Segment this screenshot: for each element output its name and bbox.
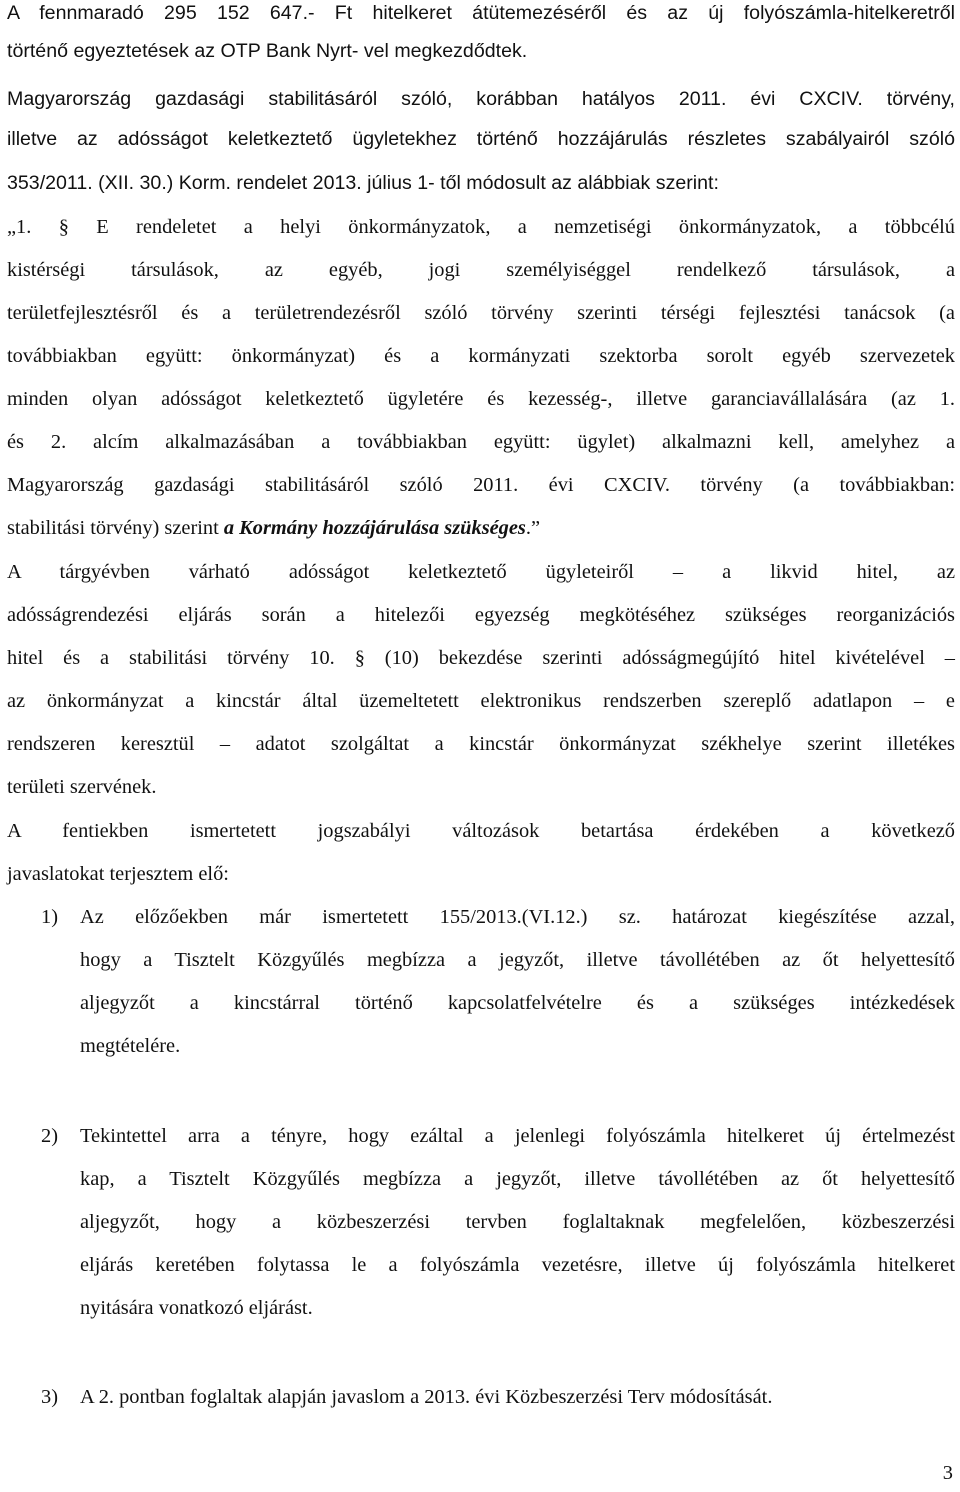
paragraph-line: A fentiekben ismertetett jogszabályi változások betartása érdekében a következő xyxy=(7,820,955,842)
paragraph-line: A tárgyévben várható adósságot keletkeztető ügyleteiről – a likvid hitel, az xyxy=(7,561,955,583)
quote-last-prefix: stabilitási törvény) szerint xyxy=(7,517,224,539)
quote-line: továbbiakban együtt: önkormányzat) és a kormányzati szektorba sorolt egyéb szervezetek xyxy=(7,345,955,367)
proposal-line: aljegyzőt a kincstárral történő kapcsolatfelvételre és a szükséges intézkedések xyxy=(80,992,955,1014)
paragraph-line: az önkormányzat a kincstár által üzemeltetett elektronikus rendszerben szereplő adatlapon – e xyxy=(7,690,955,712)
quote-line: és 2. alcím alkalmazásában a továbbiakban együtt: ügylet) alkalmazni kell, amelyhez a xyxy=(7,431,955,453)
proposal-line: nyitására vonatkozó eljárást. xyxy=(80,1297,313,1319)
intro-line: A fennmaradó 295 152 647.- Ft hitelkeret átütemezéséről és az új folyószámla-hitelkeretről xyxy=(7,2,955,24)
quote-emphasis: a Kormány hozzájárulása szükséges xyxy=(223,517,526,539)
proposal-number: 3) xyxy=(41,1386,58,1408)
intro-line: illetve az adósságot keletkeztető ügyletekhez történő hozzájárulás részletes szabályairól szóló xyxy=(7,128,955,150)
proposal-line: Az előzőekben már ismertetett 155/2013.(VI.12.) sz. határozat kiegészítése azzal, xyxy=(80,906,955,928)
quote-last-line xyxy=(7,517,955,540)
quote-line: területfejlesztésről és a területrendezésről szóló törvény szerinti térségi fejlesztési tanácsok (a xyxy=(7,302,955,324)
proposal-number: 1) xyxy=(41,906,58,928)
quote-line: Magyarország gazdasági stabilitásáról szóló 2011. évi CXCIV. törvény (a továbbiakban: xyxy=(7,474,955,496)
paragraph-line: adósságrendezési eljárás során a hitelezői egyezség megkötéséhez szükséges reorganizációs xyxy=(7,604,955,626)
proposal-line: megtételére. xyxy=(80,1035,181,1057)
proposal-line: eljárás keretében folytassa le a folyószámla vezetésre, illetve új folyószámla hitelkeret xyxy=(80,1254,955,1276)
paragraph-line: rendszeren keresztül – adatot szolgáltat a kincstár önkormányzat székhelye szerint illetékes xyxy=(7,733,955,755)
paragraph-line: területi szervének. xyxy=(7,776,157,798)
quote-line: „1. § E rendeletet a helyi önkormányzatok, a nemzetiségi önkormányzatok, a többcélú xyxy=(7,216,955,238)
proposal-line: A 2. pontban foglaltak alapján javaslom a 2013. évi Közbeszerzési Terv módosítását. xyxy=(80,1386,773,1408)
quote-line: kistérségi társulások, az egyéb, jogi személyiséggel rendelkező társulások, a xyxy=(7,259,955,281)
quote-last-suffix: .” xyxy=(525,517,541,539)
proposal-line: Tekintettel arra a tényre, hogy ezáltal a jelenlegi folyószámla hitelkeret új értelmezést xyxy=(80,1125,955,1147)
paragraph-line: javaslatokat terjesztem elő: xyxy=(7,863,229,885)
paragraph-line: hitel és a stabilitási törvény 10. § (10) bekezdése szerinti adósságmegújító hitel kivételével – xyxy=(7,647,955,669)
proposal-line: aljegyzőt, hogy a közbeszerzési tervben foglaltaknak megfelelően, közbeszerzési xyxy=(80,1211,955,1233)
proposal-line: hogy a Tisztelt Közgyűlés megbízza a jegyzőt, illetve távollétében az őt helyettesítő xyxy=(80,949,955,971)
intro-line: 353/2011. (XII. 30.) Korm. rendelet 2013. július 1- től módosult az alábbiak szerint: xyxy=(7,172,719,194)
proposal-number: 2) xyxy=(41,1125,58,1147)
quote-line: minden olyan adósságot keletkeztető ügyletére és kezesség-, illetve garanciavállalására (az 1. xyxy=(7,388,955,410)
page-number: 3 xyxy=(942,1462,953,1484)
intro-line: történő egyeztetések az OTP Bank Nyrt- vel megkezdődtek. xyxy=(7,40,528,62)
proposal-line: kap, a Tisztelt Közgyűlés megbízza a jegyzőt, illetve távollétében az őt helyettesítő xyxy=(80,1168,955,1190)
intro-line: Magyarország gazdasági stabilitásáról szóló, korábban hatályos 2011. évi CXCIV. törvény, xyxy=(7,88,955,110)
